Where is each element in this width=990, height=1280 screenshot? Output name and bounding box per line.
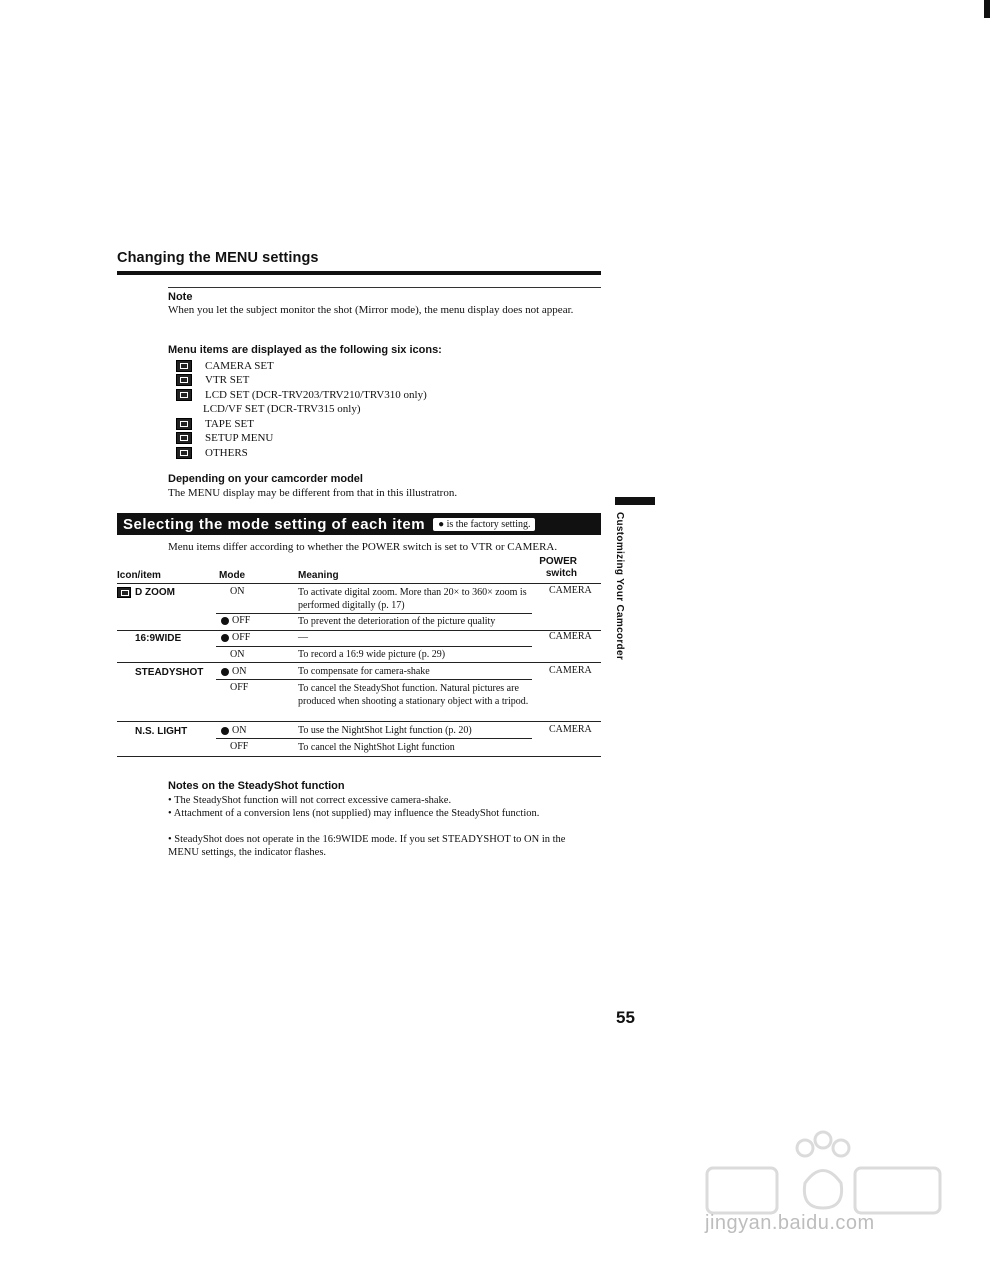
table-meaning: To record a 16:9 wide picture (p. 29) — [298, 649, 446, 660]
depending-text: The MENU display may be different from that in this illustratron. — [168, 487, 458, 499]
factory-default-dot — [221, 617, 229, 625]
side-tab-marker — [615, 497, 655, 505]
table-row-rule — [216, 738, 532, 739]
table-item: N.S. LIGHT — [135, 726, 188, 737]
section-title: Selecting the mode setting of each item — [123, 515, 426, 533]
table-power: CAMERA — [549, 631, 592, 642]
menu-icon-text: OTHERS — [205, 447, 248, 459]
header-power: POWER switch — [539, 556, 577, 579]
lcd-set-icon — [176, 389, 192, 401]
table-item: STEADYSHOT — [135, 667, 204, 678]
table-row-rule — [216, 679, 532, 680]
factory-default-dot — [221, 634, 229, 642]
table-meaning: To cancel the SteadyShot function. Natural pictures are produced when shooting a stationary object with a tripod. — [298, 683, 529, 707]
table-mode-text: OFF — [232, 632, 251, 643]
menu-icon-text: LCD SET (DCR-TRV203/TRV210/TRV310 only) — [205, 389, 427, 401]
section-banner — [117, 513, 601, 535]
table-mode-text: OFF — [232, 615, 251, 626]
depending-label: Depending on your camcorder model — [168, 473, 363, 485]
table-meaning: To use the NightShot Light function (p. 20) — [298, 725, 472, 736]
menu-icon-text: VTR SET — [205, 374, 250, 386]
factory-default-dot — [221, 727, 229, 735]
table-meaning: — — [298, 632, 308, 643]
page-number: 55 — [616, 1008, 635, 1027]
table-item — [117, 587, 175, 598]
edge-mark — [984, 0, 990, 18]
page-heading: Changing the MENU settings — [117, 250, 319, 266]
menu-icon-row — [176, 417, 254, 431]
table-item: 16:9WIDE — [135, 633, 182, 644]
note-item: • The SteadyShot function will not correct excessive camera-shake. — [168, 795, 452, 806]
table-mode: ON — [230, 586, 245, 597]
table-mode: ON — [230, 649, 245, 660]
table-mode: OFF — [230, 682, 249, 693]
note-item: • Attachment of a conversion lens (not supplied) may influence the SteadyShot function. — [168, 808, 540, 819]
table-mode-text: ON — [232, 666, 247, 677]
table-meaning: To prevent the deterioration of the picture quality — [298, 616, 496, 627]
table-mode: OFF — [230, 741, 249, 752]
tape-set-icon — [176, 418, 192, 430]
factory-setting-note: ● is the factory setting. — [433, 518, 535, 531]
heading-rule — [117, 271, 601, 275]
table-group-rule — [117, 630, 601, 631]
others-icon — [176, 447, 192, 459]
table-mode-text: ON — [232, 725, 247, 736]
table-power: CAMERA — [549, 665, 592, 676]
menu-icon-row — [203, 402, 361, 416]
menu-icon-row — [176, 373, 249, 387]
camera-set-icon — [176, 360, 192, 372]
note-label: Note — [168, 291, 193, 303]
camera-set-icon — [117, 587, 131, 598]
intro-text: Menu items differ according to whether the POWER switch is set to VTR or CAMERA. — [168, 541, 558, 553]
table-power: CAMERA — [549, 585, 592, 596]
table-mode — [221, 632, 250, 645]
table-header-rule — [117, 583, 601, 584]
table-meaning: To activate digital zoom. More than 20× to 360× zoom is performed digitally (p. 17) — [298, 587, 527, 611]
thin-rule — [168, 287, 601, 288]
table-power: CAMERA — [549, 724, 592, 735]
table-mode — [221, 615, 250, 628]
header-mode: Mode — [219, 570, 246, 581]
factory-default-dot — [221, 668, 229, 676]
table-row-rule — [216, 646, 532, 647]
side-tab-text: Customizing Your Camcorder — [614, 512, 625, 661]
watermark-text: jingyan.baidu.com — [705, 1212, 875, 1234]
menu-icon-text: TAPE SET — [205, 418, 254, 430]
table-row-rule — [216, 613, 532, 614]
menu-icon-text: CAMERA SET — [205, 360, 274, 372]
menu-icons-label: Menu items are displayed as the following six icons: — [168, 344, 442, 356]
table-group-rule — [117, 721, 601, 722]
note-item: • SteadyShot does not operate in the 16:9WIDE mode. If you set STEADYSHOT to ON in the MENU settings, the indicator flashes. — [168, 834, 566, 858]
table-bottom-rule — [117, 756, 601, 757]
notes-label: Notes on the SteadyShot function — [168, 780, 345, 792]
menu-icon-text: LCD/VF SET (DCR-TRV315 only) — [203, 403, 361, 415]
menu-icon-row — [176, 446, 248, 460]
menu-icon-row — [176, 388, 427, 402]
vtr-set-icon — [176, 374, 192, 386]
table-item-label: D ZOOM — [135, 587, 175, 598]
table-meaning: To compensate for camera-shake — [298, 666, 430, 677]
note-text: When you let the subject monitor the shot (Mirror mode), the menu display does not appear. — [168, 304, 574, 316]
table-meaning: To cancel the NightShot Light function — [298, 742, 455, 753]
menu-icon-text: SETUP MENU — [205, 432, 274, 444]
header-meaning: Meaning — [298, 570, 339, 581]
setup-menu-icon — [176, 432, 192, 444]
header-icon-item: Icon/item — [117, 570, 161, 581]
menu-icon-row — [176, 359, 274, 373]
table-group-rule — [117, 662, 601, 663]
table-mode — [221, 666, 246, 679]
menu-icon-row — [176, 431, 273, 445]
table-mode — [221, 725, 246, 738]
